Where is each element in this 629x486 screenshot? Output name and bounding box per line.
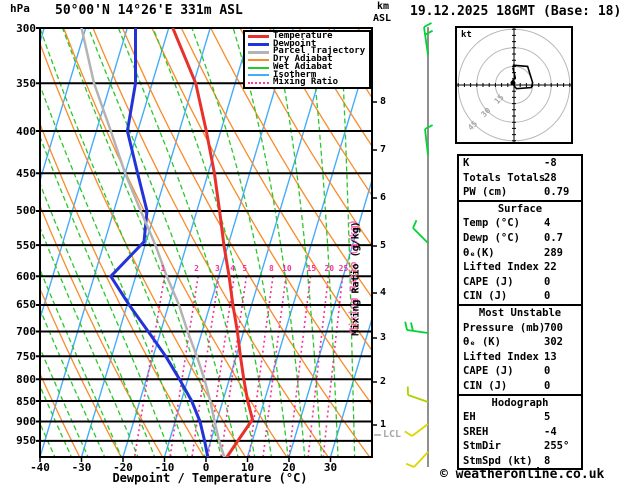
table-row bbox=[459, 185, 581, 200]
table-row bbox=[459, 156, 581, 171]
table-row bbox=[459, 171, 581, 186]
km-label: 5 bbox=[380, 240, 387, 251]
table-row-value: 4 bbox=[544, 217, 551, 230]
table-row-value: 28 bbox=[544, 171, 557, 184]
table-row-value: -4 bbox=[544, 425, 557, 438]
isotherm-line bbox=[82, 28, 211, 457]
wind-barb bbox=[406, 452, 428, 467]
km-label: 3 bbox=[380, 332, 387, 343]
km-label: 4 bbox=[380, 287, 387, 298]
hodograph-ring-label: 15 bbox=[492, 92, 506, 106]
table-row-value: 0.7 bbox=[544, 231, 563, 244]
table-row bbox=[459, 439, 581, 454]
mixing-ratio-value: 4 bbox=[230, 264, 236, 273]
table-row-label: SREH bbox=[463, 425, 489, 438]
mixing-ratio-value: 1 bbox=[160, 264, 166, 273]
table-row-label: Temp (°C) bbox=[463, 217, 520, 230]
mixing-ratio-value: 10 bbox=[282, 264, 292, 273]
table-row-label: StmSpd (kt) bbox=[463, 454, 533, 467]
wet-adiabat-line bbox=[89, 28, 239, 459]
table-row bbox=[459, 260, 581, 275]
table-row-value: 0 bbox=[544, 290, 551, 303]
table-row-value: 0 bbox=[544, 365, 551, 378]
table-section-header: Hodograph bbox=[491, 396, 549, 409]
pressure-label: 900 bbox=[16, 415, 36, 429]
legend-swatch-wet-adiabat bbox=[248, 67, 269, 69]
km-label: 8 bbox=[380, 96, 387, 107]
temp-label: -10 bbox=[154, 461, 175, 474]
temp-label: -40 bbox=[30, 461, 50, 474]
pressure-label: 300 bbox=[16, 21, 36, 35]
table-row-value: 289 bbox=[544, 246, 563, 259]
table-row bbox=[459, 289, 581, 304]
pressure-label: 350 bbox=[16, 76, 36, 90]
table-row bbox=[459, 350, 581, 365]
table-row-label: EH bbox=[463, 411, 476, 424]
km-label: 6 bbox=[380, 192, 387, 203]
table-row-label: Totals Totals bbox=[463, 171, 546, 184]
table-row bbox=[459, 335, 581, 350]
legend-label: Temperature bbox=[273, 31, 333, 42]
legend-item bbox=[248, 79, 369, 87]
km-label: 2 bbox=[380, 376, 387, 387]
mixing-ratio-value: 8 bbox=[268, 264, 274, 273]
table-row-value: 13 bbox=[544, 350, 557, 363]
wet-adiabat-line bbox=[306, 28, 338, 459]
km-label: 7 bbox=[380, 144, 387, 155]
wind-barb bbox=[405, 322, 428, 333]
table-row-value: 302 bbox=[544, 336, 563, 349]
legend-label: Dry Adiabat bbox=[273, 54, 333, 65]
pressure-label: 600 bbox=[16, 269, 36, 283]
hodograph-unit-label: kt bbox=[461, 30, 472, 40]
temp-label: -20 bbox=[113, 461, 133, 474]
grid-frame bbox=[36, 28, 372, 457]
table-row-label: K bbox=[463, 157, 470, 169]
table-row-label: CIN (J) bbox=[463, 379, 508, 392]
table-row bbox=[459, 216, 581, 231]
isotherm-line bbox=[206, 28, 335, 457]
pressure-label: 700 bbox=[16, 325, 36, 338]
temp-label: 20 bbox=[282, 461, 296, 474]
hodograph-ring-label: 30 bbox=[479, 105, 493, 120]
pressure-label: 500 bbox=[16, 204, 36, 218]
temp-label: 0 bbox=[202, 461, 210, 474]
legend-label: Parcel Trajectory bbox=[273, 46, 366, 57]
table-row-value: 0 bbox=[544, 379, 551, 392]
table-row-value: 0.79 bbox=[544, 186, 570, 199]
table-row-label: Lifted Index bbox=[463, 261, 539, 274]
table-row-label: PW (cm) bbox=[463, 186, 508, 199]
table-row-label: θₑ(K) bbox=[463, 246, 495, 259]
isotherm-line bbox=[165, 28, 294, 457]
legend-swatch-dewpoint bbox=[248, 43, 269, 46]
mixing-ratio-value: 20 bbox=[324, 264, 335, 273]
isotherm-line bbox=[0, 28, 3, 457]
run-datetime: 19.12.2025 18GMT (Base: 18) bbox=[410, 4, 622, 19]
pressure-unit-label: hPa bbox=[10, 2, 30, 15]
legend-swatch-temperature bbox=[248, 35, 269, 38]
table-section-header: Surface bbox=[497, 202, 543, 215]
temp-label: -30 bbox=[71, 461, 92, 474]
table-section bbox=[459, 304, 581, 394]
table-section bbox=[459, 200, 581, 304]
km-axis-unit: km bbox=[377, 1, 390, 12]
pressure-label: 850 bbox=[16, 394, 36, 408]
legend-label: Dewpoint bbox=[273, 38, 317, 49]
legend-label: Wet Adiabat bbox=[273, 61, 333, 72]
km-label: 1 bbox=[380, 419, 387, 430]
pressure-label: 950 bbox=[16, 434, 36, 448]
wind-barb bbox=[405, 424, 428, 436]
mixing-ratio-value: 5 bbox=[242, 264, 248, 273]
mixing-ratio-value: 2 bbox=[194, 264, 199, 273]
table-row-value: 8 bbox=[544, 454, 551, 467]
table-row-value: -8 bbox=[544, 157, 557, 169]
pressure-label: 650 bbox=[16, 298, 36, 312]
legend-label: Mixing Ratio bbox=[273, 77, 339, 88]
hodograph-origin-dot bbox=[511, 81, 516, 86]
legend-swatch-mixing-ratio bbox=[248, 82, 269, 84]
table-row-label: CIN (J) bbox=[463, 290, 508, 303]
lcl-marker-label: LCL bbox=[383, 429, 402, 440]
table-row bbox=[459, 410, 581, 425]
table-row bbox=[459, 425, 581, 440]
table-row-value: 255° bbox=[544, 440, 570, 453]
mixing-ratio-value: 3 bbox=[214, 264, 220, 273]
pressure-label: 550 bbox=[16, 238, 36, 252]
legend-box bbox=[243, 30, 371, 89]
table-row-label: Lifted Index bbox=[463, 350, 539, 363]
legend-label: Isotherm bbox=[273, 69, 317, 80]
wind-barb bbox=[408, 387, 428, 403]
wet-adiabat-line bbox=[153, 28, 272, 459]
table-row bbox=[459, 246, 581, 261]
table-row-value: 700 bbox=[544, 321, 563, 334]
station-title: 50°00'N 14°26'E 331m ASL bbox=[55, 3, 243, 18]
legend-swatch-isotherm bbox=[248, 74, 269, 76]
wind-barb bbox=[413, 220, 428, 243]
copyright-credit: © weatheronline.co.uk bbox=[440, 467, 605, 482]
table-row-label: CAPE (J) bbox=[463, 365, 514, 378]
indices-table bbox=[457, 154, 583, 470]
mixing-ratio-axis-label: Mixing Ratio (g/kg) bbox=[350, 221, 362, 336]
table-row bbox=[459, 364, 581, 379]
wet-adiabat-line bbox=[233, 28, 305, 459]
mixing-ratio-value: 25 bbox=[338, 264, 349, 273]
hodograph-ring-label: 45 bbox=[466, 119, 480, 133]
table-row bbox=[459, 321, 581, 336]
table-row-label: θₑ (K) bbox=[463, 336, 501, 349]
series-temperature bbox=[173, 28, 253, 458]
pressure-label: 400 bbox=[16, 124, 36, 138]
mixing-ratio-value: 15 bbox=[306, 264, 317, 273]
table-row-label: Pressure (mb) bbox=[463, 321, 546, 334]
table-section bbox=[459, 156, 581, 200]
table-row-value: 0 bbox=[544, 275, 551, 288]
temp-label: 30 bbox=[323, 461, 338, 474]
table-row-label: StmDir bbox=[463, 440, 501, 453]
legend-swatch-parcel-trajectory bbox=[248, 51, 269, 54]
pressure-label: 750 bbox=[16, 349, 36, 363]
legend-swatch-dry-adiabat bbox=[248, 59, 269, 61]
table-section bbox=[459, 394, 581, 469]
table-row-value: 5 bbox=[544, 411, 551, 424]
temp-label: 10 bbox=[240, 461, 255, 474]
table-row-label: CAPE (J) bbox=[463, 275, 514, 288]
wet-adiabat-line bbox=[0, 28, 6, 459]
table-row bbox=[459, 275, 581, 290]
table-row-label: Dewp (°C) bbox=[463, 231, 520, 244]
pressure-label: 450 bbox=[16, 166, 36, 180]
asl-axis-unit: ASL bbox=[373, 13, 392, 24]
table-row bbox=[459, 231, 581, 246]
table-row-value: 22 bbox=[544, 261, 557, 274]
table-section-header: Most Unstable bbox=[478, 306, 562, 319]
x-axis-title: Dewpoint / Temperature (°C) bbox=[112, 471, 308, 485]
table-row bbox=[459, 379, 581, 394]
pressure-label: 800 bbox=[16, 372, 36, 386]
